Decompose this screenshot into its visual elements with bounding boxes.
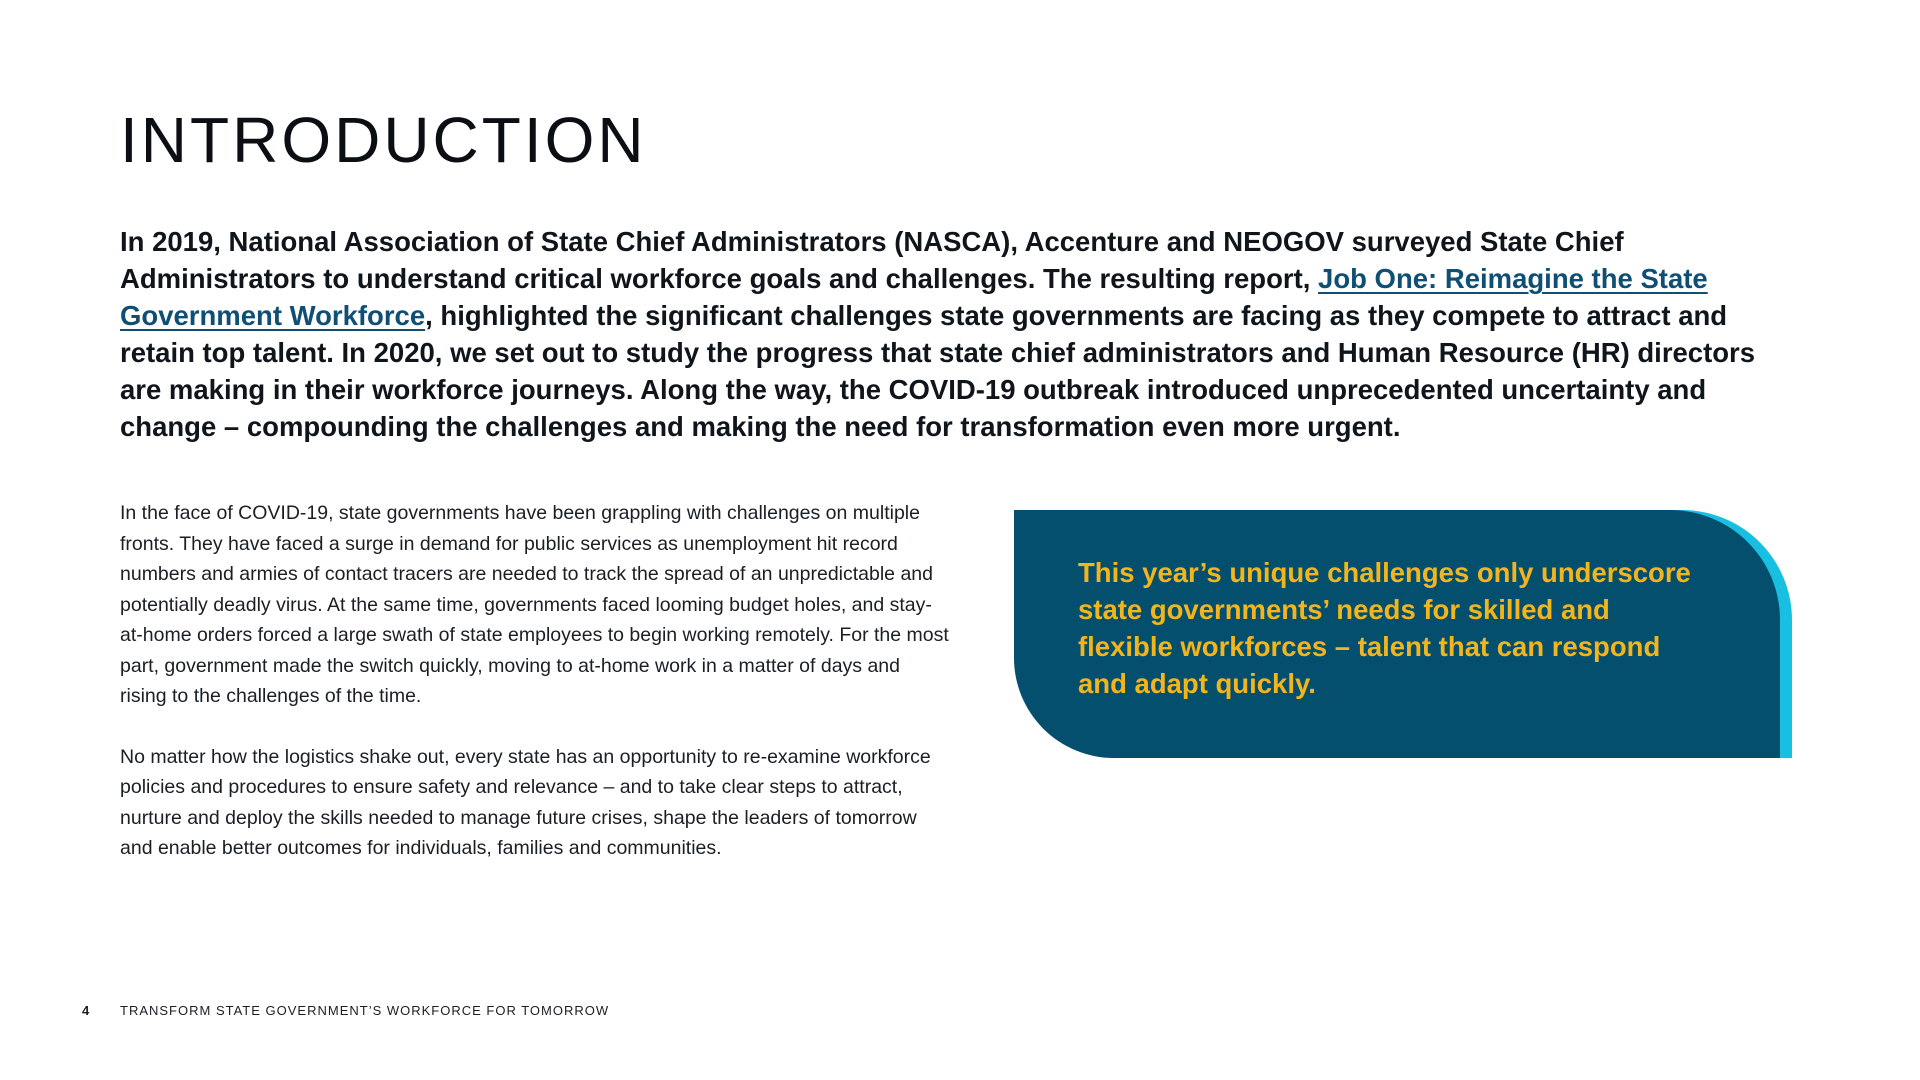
body-column xyxy=(120,498,950,894)
running-title: TRANSFORM STATE GOVERNMENT’S WORKFORCE FOR TOMORROW xyxy=(120,1002,610,1018)
body-paragraph-1: In the face of COVID-19, state governments have been grappling with challenges on multiple fronts. They have faced a surge in demand for public services as unemployment hit record numbers and armies of contact tracers are needed to track the spread of an unpredictable and potentially deadly virus. At the same time, governments faced looming budget holes, and stay-at-home orders forced a large swath of state employees to begin working remotely. For the most part, government made the switch quickly, moving to at-home work in a matter of days and rising to the challenges of the time. xyxy=(120,502,949,707)
pull-quote-callout xyxy=(1014,510,1792,758)
callout-text: This year’s unique challenges only underscore state governments’ needs for skilled and flexible workforces – talent that can respond and adapt quickly. xyxy=(1078,557,1691,699)
page-title: INTRODUCTION xyxy=(120,104,647,176)
page-footer xyxy=(82,1002,609,1018)
lead-text-part1: In 2019, National Association of State Chief Administrators (NASCA), Accenture and NEOGOV surveyed State Chief Administrators to understand critical workforce goals and challenges. The resulting report, xyxy=(120,226,1624,294)
lead-paragraph xyxy=(120,223,1800,445)
callout-box xyxy=(1014,510,1780,758)
lead-text-part2: , highlighted the significant challenges state governments are facing as they compete to attract and retain top talent. In 2020, we set out to study the progress that state chief administrators and Human Resource (HR) directors are making in their workforce journeys. Along the way, the COVID-19 outbreak introduced unprecedented uncertainty and change – compounding the challenges and making the need for transformation even more urgent. xyxy=(120,300,1756,442)
page-number: 4 xyxy=(82,1002,91,1018)
job-one-report-link[interactable]: Job One: Reimagine the State Government Workforce xyxy=(120,263,1708,331)
body-paragraph-2: No matter how the logistics shake out, every state has an opportunity to re-examine workforce policies and procedures to ensure safety and relevance – and to take clear steps to attract, nurture and deploy the skills needed to manage future crises, shape the leaders of tomorrow and enable better outcomes for individuals, families and communities. xyxy=(120,745,931,859)
